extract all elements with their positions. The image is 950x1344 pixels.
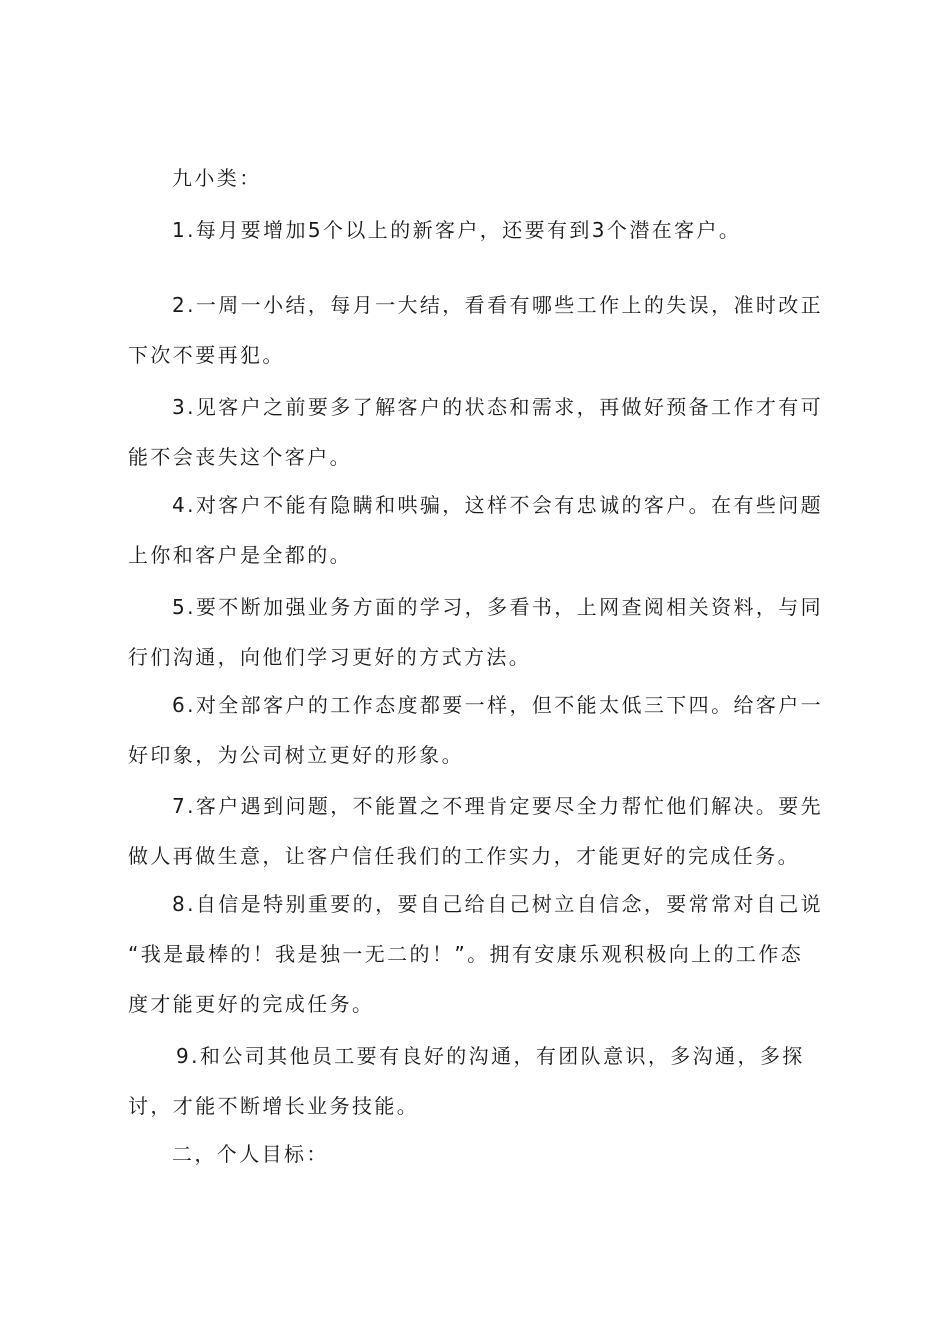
list-item-8-line-1: 8.自信是特别重要的，要自己给自己树立自信念，要常常对自己说 <box>172 892 824 916</box>
personal-goal-heading: 二，个人目标： <box>172 1142 329 1166</box>
list-item-9-line-2: 讨，才能不断增长业务技能。 <box>128 1094 420 1118</box>
list-item-3-line-1: 3.见客户之前要多了解客户的状态和需求，再做好预备工作才有可 <box>172 395 824 419</box>
list-item-1-line-1: 1.每月要增加5个以上的新客户，还要有到3个潜在客户。 <box>172 218 742 242</box>
list-item-6-line-2: 好印象，为公司树立更好的形象。 <box>128 743 464 767</box>
list-item-7-line-2: 做人再做生意，让客户信任我们的工作实力，才能更好的完成任务。 <box>128 844 800 868</box>
list-item-8-line-3: 度才能更好的完成任务。 <box>128 992 375 1016</box>
list-item-4-line-2: 上你和客户是全都的。 <box>128 543 352 567</box>
list-item-5-line-1: 5.要不断加强业务方面的学习，多看书，上网查阅相关资料，与同 <box>172 595 824 619</box>
list-item-5-line-2: 行们沟通，向他们学习更好的方式方法。 <box>128 645 532 669</box>
list-item-6-line-1: 6.对全部客户的工作态度都要一样，但不能太低三下四。给客户一 <box>172 693 824 717</box>
list-item-7-line-1: 7.客户遇到问题，不能置之不理肯定要尽全力帮忙他们解决。要先 <box>172 794 824 818</box>
list-item-2-line-2: 下次不要再犯。 <box>128 343 285 367</box>
list-item-9-line-1: 9.和公司其他员工要有良好的沟通，有团队意识，多沟通，多探 <box>176 1044 805 1068</box>
list-item-4-line-1: 4.对客户不能有隐瞒和哄骗，这样不会有忠诚的客户。在有些问题 <box>172 493 824 517</box>
section-heading: 九小类： <box>172 166 262 190</box>
list-item-2-line-1: 2.一周一小结，每月一大结，看看有哪些工作上的失误，准时改正 <box>172 293 824 317</box>
list-item-8-line-2: “我是最棒的！我是独一无二的！”。拥有安康乐观积极向上的工作态 <box>128 942 804 966</box>
list-item-3-line-2: 能不会丧失这个客户。 <box>128 445 352 469</box>
